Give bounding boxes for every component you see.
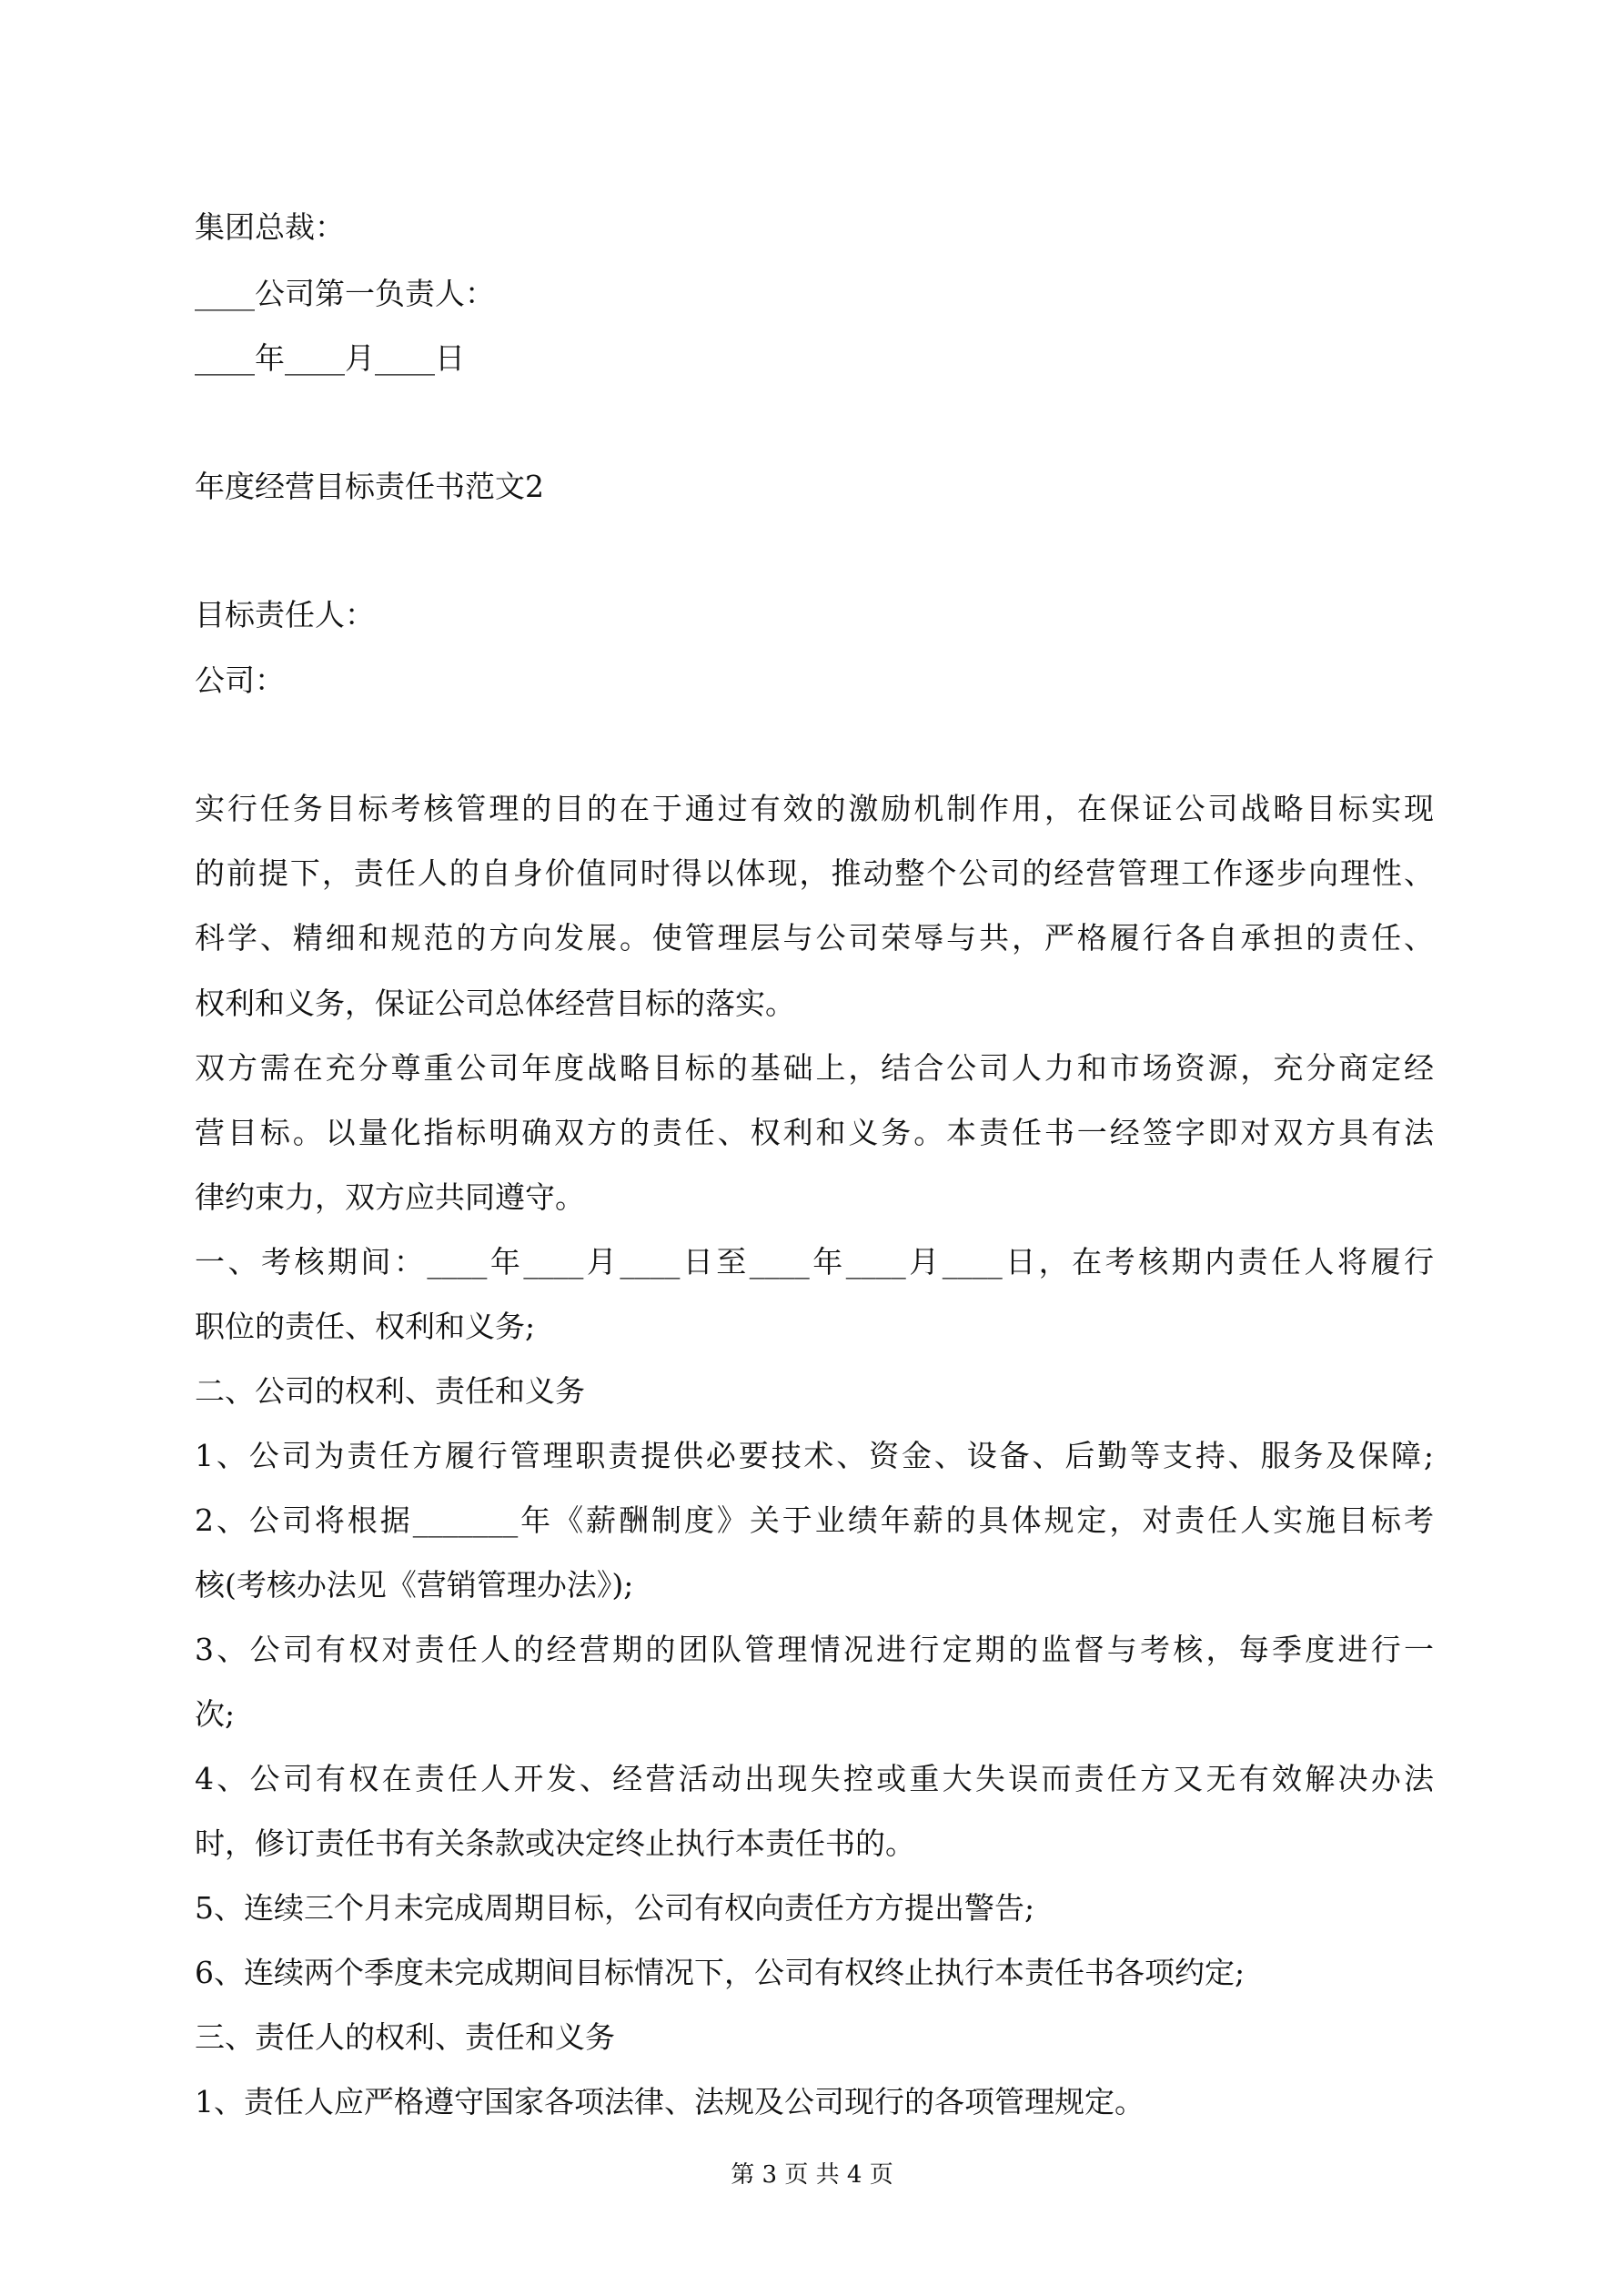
intro-paragraph-line: 科学、精细和规范的方向发展。使管理层与公司荣辱与共，严格履行各自承担的责任、 — [195, 920, 1434, 956]
intro-paragraph-line: 实行任务目标考核管理的目的在于通过有效的激励机制作用，在保证公司战略目标实现 — [195, 791, 1434, 826]
company-head-signature-label: ____公司第一负责人： — [195, 276, 495, 311]
assessment-period-line: 一、考核期间：____年____月____日至____年____月____日，在考核期内责任人将履行 — [195, 1244, 1434, 1279]
company-rights-item-4: 4、公司有权在责任人开发、经营活动出现失控或重大失误而责任方又无有效解决办法 — [195, 1761, 1434, 1796]
signature-date-line: ____年____月____日 — [195, 340, 465, 376]
company-rights-heading: 二、公司的权利、责任和义务 — [195, 1373, 585, 1409]
company-rights-item-1: 1、公司为责任方履行管理职责提供必要技术、资金、设备、后勤等支持、服务及保障; — [195, 1438, 1434, 1473]
company-rights-item-4-cont: 时，修订责任书有关条款或决定终止执行本责任书的。 — [195, 1826, 915, 1861]
assessment-period-line: 职位的责任、权利和义务; — [195, 1309, 536, 1344]
company-rights-item-5: 5、连续三个月未完成周期目标，公司有权向责任方方提出警告; — [195, 1890, 1035, 1926]
person-rights-item-1: 1、责任人应严格遵守国家各项法律、法规及公司现行的各项管理规定。 — [195, 2084, 1145, 2119]
both-parties-paragraph-line: 双方需在充分尊重公司年度战略目标的基础上，结合公司人力和市场资源，充分商定经 — [195, 1050, 1434, 1086]
company-rights-item-6: 6、连续两个季度未完成期间目标情况下，公司有权终止执行本责任书各项约定; — [195, 1955, 1246, 1990]
both-parties-paragraph-line: 律约束力，双方应共同遵守。 — [195, 1179, 585, 1215]
president-signature-label: 集团总裁： — [195, 209, 345, 245]
section-title: 年度经营目标责任书范文2 — [195, 469, 544, 504]
company-rights-item-2: 2、公司将根据_______年《薪酬制度》关于业绩年薪的具体规定，对责任人实施目标考 — [195, 1502, 1434, 1538]
intro-paragraph-line: 的前提下，责任人的自身价值同时得以体现，推动整个公司的经营管理工作逐步向理性、 — [195, 855, 1434, 891]
company-rights-item-3-cont: 次; — [195, 1696, 236, 1732]
person-rights-heading: 三、责任人的权利、责任和义务 — [195, 2019, 615, 2055]
company-rights-item-3: 3、公司有权对责任人的经营期的团队管理情况进行定期的监督与考核，每季度进行一 — [195, 1632, 1434, 1667]
both-parties-paragraph-line: 营目标。以量化指标明确双方的责任、权利和义务。本责任书一经签字即对双方具有法 — [195, 1115, 1434, 1150]
company-rights-item-2-cont: 核(考核办法见《营销管理办法》); — [195, 1567, 634, 1603]
target-person-label: 目标责任人： — [195, 597, 375, 632]
intro-paragraph-line: 权利和义务，保证公司总体经营目标的落实。 — [195, 986, 795, 1021]
company-label: 公司： — [195, 663, 285, 698]
page-number-footer: 第 3 页 共 4 页 — [731, 2161, 893, 2189]
